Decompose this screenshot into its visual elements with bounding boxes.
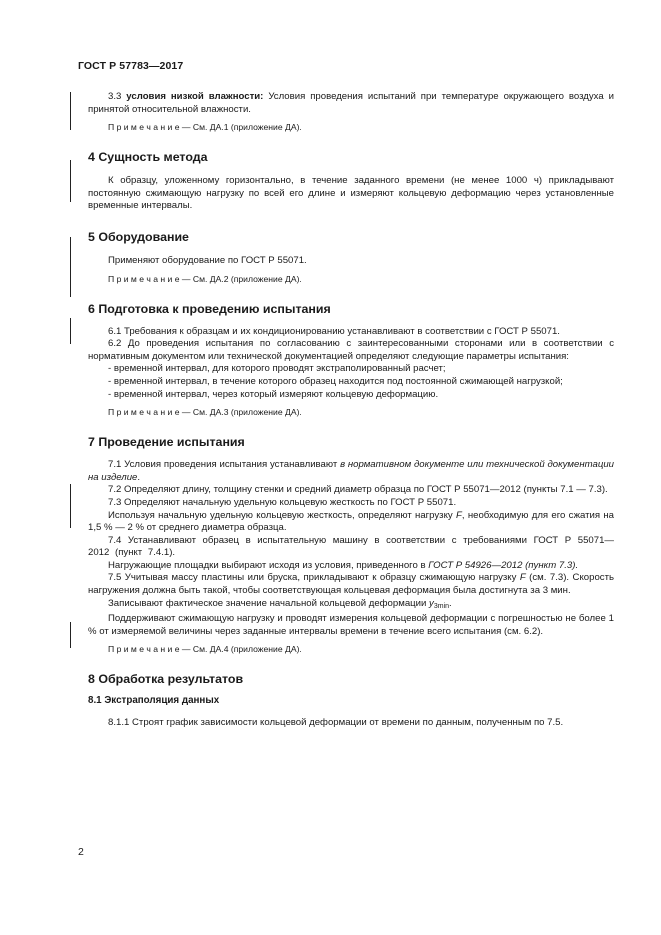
document-body bbox=[88, 91, 614, 730]
paragraph: 6.1 Требования к образцам и их кондиционированию устанавливают в соответствии с ГОСТ Р 55071. bbox=[108, 325, 560, 337]
note: П р и м е ч а н и е — См. ДА.3 (приложение ДА). bbox=[108, 407, 302, 418]
paragraph: Используя начальную удельную кольцевую жесткость, определяют нагрузку F, необходимую для его сжатия на 1,5 % — 2 % от среднего диаметра образца. bbox=[88, 509, 614, 534]
change-bar bbox=[70, 92, 71, 130]
paragraph: 7.5 Учитывая массу пластины или бруска, прикладывают к образцу сжимающую нагрузку F (см. 7.3). Скорость нагружения должна быть такой, чтобы соответствующая кольцевая деформация была достигнута за 3 мин. bbox=[88, 572, 614, 597]
change-bar bbox=[70, 318, 71, 344]
note: П р и м е ч а н и е — См. ДА.1 (приложение ДА). bbox=[108, 122, 302, 133]
note: П р и м е ч а н и е — См. ДА.2 (приложение ДА). bbox=[108, 273, 302, 284]
paragraph: Применяют оборудование по ГОСТ Р 55071. bbox=[108, 254, 307, 266]
term: условия низкой влажности: bbox=[126, 91, 264, 102]
subsection-heading: 8.1 Экстраполяция данных bbox=[88, 695, 220, 707]
section-heading: 8 Обработка результатов bbox=[88, 672, 244, 687]
paragraph: Поддерживают сжимающую нагрузку и проводят измерения кольцевой деформации с погрешностью не более 1 % от измеряемой величины через заданные интервалы времени в течение всего испытания (см. 6.2). bbox=[88, 613, 614, 637]
paragraph: 7.3 Определяют начальную удельную кольцевую жесткость по ГОСТ Р 55071. bbox=[108, 496, 457, 508]
document-header: ГОСТ Р 57783—2017 bbox=[78, 60, 184, 72]
change-bar bbox=[70, 484, 71, 528]
paragraph: 6.2 До проведения испытания по согласованию с заинтересованными сторонами или в соответствии с нормативным документом или технической документацией определяют следующие параметры испытания: bbox=[88, 338, 614, 362]
change-bar bbox=[70, 237, 71, 297]
paragraph: Записывают фактическое значение начальной кольцевой деформации $y_{3min}$. bbox=[108, 597, 452, 610]
list-item: - временной интервал, для которого проводят экстраполированный расчет; bbox=[108, 363, 446, 375]
list-item: - временной интервал, в течение которого образец находится под постоянной сжимающей нагрузкой; bbox=[108, 375, 563, 387]
paragraph: 8.1.1 Строят график зависимости кольцевой деформации от времени по данным, полученным по 7.5. bbox=[108, 717, 564, 729]
clause-3-3: 3.3 условия низкой влажности: Условия проведения испытаний при температуре окружающего воздуха и принятой относительной влажности. bbox=[88, 91, 615, 115]
paragraph: Нагружающие площадки выбирают исходя из условия, приведенного в ГОСТ Р 54926—2012 (пункт 7.3). bbox=[108, 559, 579, 571]
section-heading: 6 Подготовка к проведению испытания bbox=[88, 301, 331, 316]
note: П р и м е ч а н и е — См. ДА.4 (приложение ДА). bbox=[108, 644, 302, 655]
section-heading: 4 Сущность метода bbox=[88, 150, 208, 165]
paragraph: 7.4 Устанавливают образец в испытательную машину в соответствии с требованиями ГОСТ Р 55071—2012 (пункт 7.4.1). bbox=[88, 534, 614, 559]
list-item: - временной интервал, через который измеряют кольцевую деформацию. bbox=[108, 388, 439, 400]
paragraph: К образцу, уложенному горизонтально, в течение заданного времени (не менее 1000 ч) прикладывают постоянную сжимающую нагрузку по всей его длине и измеряют кольцевую деформацию через установленные временные интервалы. bbox=[88, 175, 614, 212]
change-bar bbox=[70, 160, 71, 202]
section-heading: 5 Оборудование bbox=[88, 229, 189, 244]
change-bar bbox=[70, 622, 71, 648]
page-number: 2 bbox=[78, 846, 84, 858]
paragraph: 7.2 Определяют длину, толщину стенки и средний диаметр образца по ГОСТ Р 55071—2012 (пункты 7.1 — 7.3). bbox=[108, 484, 608, 496]
section-heading: 7 Проведение испытания bbox=[88, 435, 245, 450]
paragraph: 7.1 Условия проведения испытания устанавливают в нормативном документе или технической документации на изделие. bbox=[88, 459, 614, 483]
